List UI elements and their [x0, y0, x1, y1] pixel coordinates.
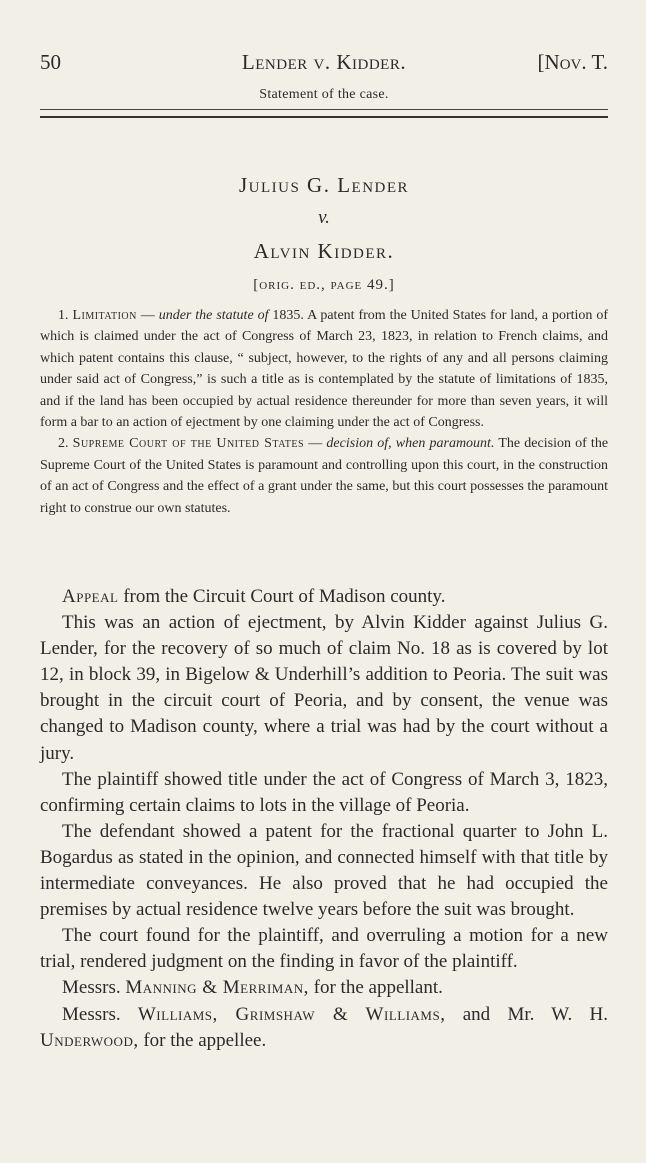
- original-edition-reference: [orig. ed., page 49.]: [253, 277, 395, 293]
- counsel-appellee: [40, 1002, 608, 1054]
- plaintiff-name: Julius G. Lender: [238, 173, 410, 197]
- headnote-year: 1835.: [272, 308, 304, 323]
- headnote-text: The decision of the Supreme Court of the United States is paramount and controlling upon this court, in the construction of an act of Congress and the effect of a grant under the same, but this court possesses the paramount right to construe our own statutes.: [40, 436, 609, 516]
- paragraph: The court found for the plaintiff, and overruling a motion for a new trial, rendered judgment on the finding in favor of the plaintiff.: [40, 925, 608, 973]
- appeal-rest: from the Circuit Court of Madison county.: [123, 586, 446, 607]
- headnotes: [40, 305, 608, 519]
- headnote: 2. Supreme Court of the United States — decision of, when paramount. The decision of the Supreme Court of the United States is paramount and controlling upon this court, in the construction of an act of Congress and the effect of a grant under the same, but this court possesses the paramount right to construe our own statutes.: [40, 436, 609, 516]
- defendant-name: Alvin Kidder.: [253, 239, 395, 263]
- counsel-appellant: [40, 975, 608, 1001]
- appellee-counsel-names: Williams, Grimshaw & Williams,: [137, 1003, 446, 1025]
- paragraph: This was an action of ejectment, by Alvin Kidder against Julius G. Lender, for the recovery of so much of claim No. 18 as is covered by lot 12, in block 39, in Bigelow & Underhill’s addition to Peoria. The suit was brought in the circuit court of Peoria, and by consent, the venue was changed to Madison county, where a trial was had by the court without a jury.: [40, 612, 608, 764]
- statement-body: [40, 584, 608, 1054]
- headnote-subtopic: under the statute of: [158, 308, 269, 323]
- appellee-suffix: for the appellee.: [143, 1029, 267, 1051]
- headnote-text: A patent from the United States for land, a portion of which is claimed under the act of Congress of March 23, 1823, in relation to French claims, and which patent contains this clause, “ subject, however, to the rights of any and all persons claiming under said act of Congress,” is such a title as is contemplated by the statute of limitations of 1835, and if the land has been occupied by actual residence thereunder for more than seven years, it will form a bar to an action of ejectment by one claiming under the act of Congress.: [40, 308, 609, 431]
- paragraph: The plaintiff showed title under the act of Congress of March 3, 1823, confirming certain claims to lots in the village of Peoria.: [40, 768, 608, 816]
- appellant-suffix: for the appellant.: [313, 977, 443, 999]
- header-rule-thin: [40, 109, 608, 110]
- versus: v.: [318, 207, 330, 228]
- header-rule-thick: [40, 116, 608, 118]
- headnote-subtopic: decision of, when paramount.: [326, 436, 495, 452]
- counsel-prefix: Messrs.: [62, 1003, 121, 1025]
- headnote-number: 1.: [58, 308, 69, 323]
- counsel-prefix: Messrs.: [62, 977, 121, 999]
- appellee-counsel-last: Underwood,: [40, 1029, 139, 1051]
- appellant-counsel-names: Manning & Merriman,: [125, 977, 309, 999]
- term-label: [Nov. T.: [537, 50, 608, 74]
- section-subheader: Statement of the case.: [259, 87, 389, 102]
- case-title: [40, 168, 608, 300]
- headnote-topic: Limitation: [72, 308, 137, 323]
- appellee-and: and Mr. W. H.: [462, 1003, 608, 1025]
- headnote: 1. Limitation — under the statute of 1835. A patent from the United States for land, a portion of which is claimed under the act of Congress of March 23, 1823, in relation to French claims, and which patent contains this clause, “ subject, however, to the rights of any and all persons claiming under said act of Congress,” is such a title as is contemplated by the statute of limitations of 1835, and if the land has been occupied by actual residence thereunder for more than seven years, it will form a bar to an action of ejectment by one claiming under the act of Congress.: [40, 308, 609, 431]
- headnote-topic: Supreme Court of the United States: [72, 436, 305, 452]
- headnote-number: 2.: [58, 436, 69, 452]
- page-number: 50: [40, 50, 61, 74]
- running-header: [40, 50, 608, 76]
- appeal-lead: Appeal: [62, 586, 119, 607]
- appeal-line: [40, 584, 608, 610]
- paragraph: The defendant showed a patent for the fractional quarter to John L. Bogardus as stated in the opinion, and connected himself with that title by intermediate conveyances. He also proved that he had occupied the premises by actual residence twelve years before the suit was brought.: [40, 820, 608, 921]
- running-title: Lender v. Kidder.: [241, 50, 407, 74]
